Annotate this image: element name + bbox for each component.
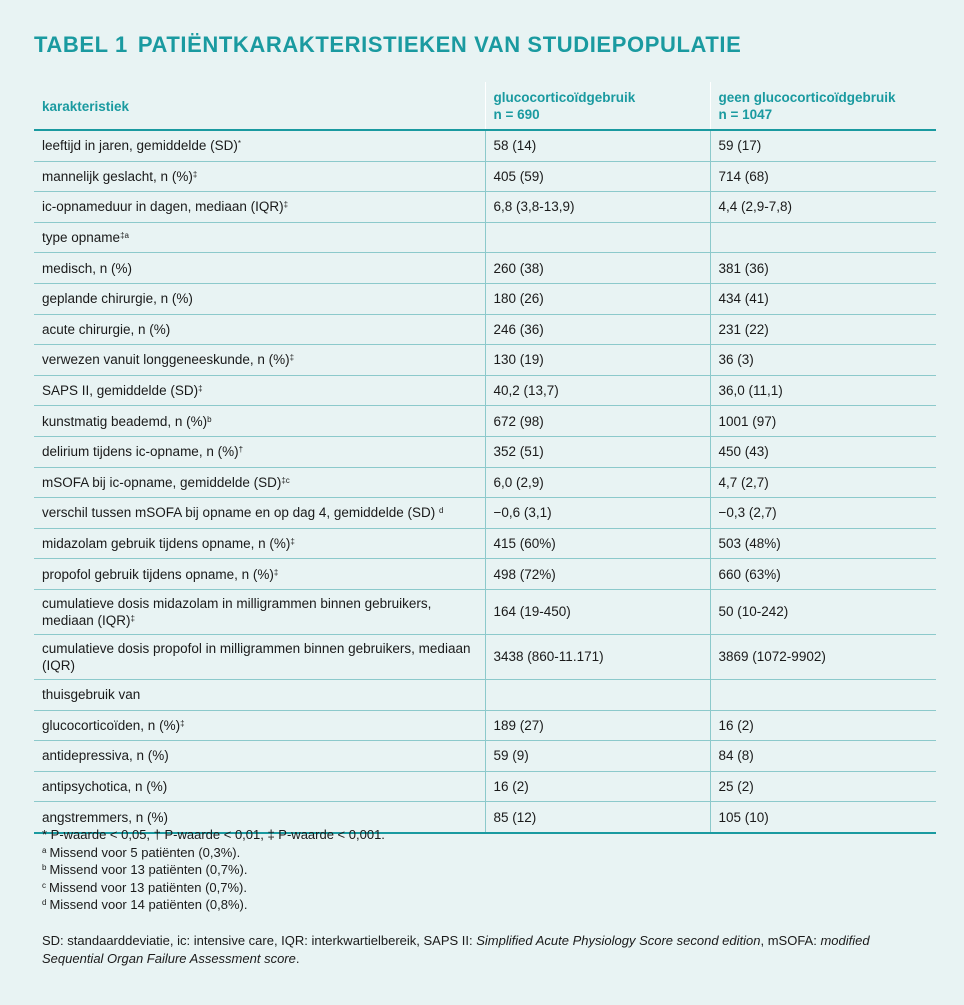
table-row: [34, 345, 936, 376]
table-row: [34, 467, 936, 498]
cell-glucocorticoid-use: 40,2 (13,7): [485, 375, 710, 406]
cell-glucocorticoid-use: 16 (2): [485, 771, 710, 802]
table-row: [34, 498, 936, 529]
row-label: SAPS II, gemiddelde (SD)‡: [34, 375, 485, 406]
row-label: antidepressiva, n (%): [34, 741, 485, 772]
header-characteristic: karakteristiek: [34, 82, 485, 130]
cell-glucocorticoid-use: 246 (36): [485, 314, 710, 345]
table-row: [34, 741, 936, 772]
table-row: [34, 634, 936, 679]
cell-glucocorticoid-use: 415 (60%): [485, 528, 710, 559]
cell-glucocorticoid-use: 130 (19): [485, 345, 710, 376]
table-row: [34, 559, 936, 590]
table-row: [34, 222, 936, 253]
cell-no-glucocorticoid-use: 36 (3): [710, 345, 936, 376]
table-row: [34, 679, 936, 710]
cell-glucocorticoid-use: 3438 (860-11.171): [485, 634, 710, 679]
cell-glucocorticoid-use: 189 (27): [485, 710, 710, 741]
cell-glucocorticoid-use: 85 (12): [485, 802, 710, 833]
cell-glucocorticoid-use: 405 (59): [485, 161, 710, 192]
table-title: [34, 32, 741, 58]
row-footnote-mark: ‡: [180, 718, 185, 728]
row-footnote-mark: ‡: [283, 200, 289, 210]
row-label: midazolam gebruik tijdens opname, n (%)‡: [34, 528, 485, 559]
row-label: acute chirurgie, n (%): [34, 314, 485, 345]
row-label: geplande chirurgie, n (%): [34, 283, 485, 314]
row-label: glucocorticoïden, n (%)‡: [34, 710, 485, 741]
cell-no-glucocorticoid-use: 105 (10): [710, 802, 936, 833]
row-label: antipsychotica, n (%): [34, 771, 485, 802]
missing-note-b: $^b$ Missend voor 13 patiënten (0,7%).: [42, 862, 248, 877]
cell-no-glucocorticoid-use: [710, 222, 936, 253]
row-label: medisch, n (%): [34, 253, 485, 284]
header-no-glucocorticoid-use: geen glucocorticoïdgebruik n = 1047: [710, 82, 936, 130]
table-row: [34, 283, 936, 314]
cell-no-glucocorticoid-use: 4,4 (2,9-7,8): [710, 192, 936, 223]
row-label: cumulatieve dosis midazolam in milligrammen binnen gebruikers, mediaan (IQR)‡: [34, 589, 485, 634]
row-label: delirium tijdens ic-opname, n (%)†: [34, 436, 485, 467]
missing-note-c: $^c$ Missend voor 13 patiënten (0,7%).: [42, 879, 247, 895]
cell-no-glucocorticoid-use: 660 (63%): [710, 559, 936, 590]
row-footnote-mark: †: [238, 445, 244, 455]
significance-note: * P-waarde < 0,05, † P-waarde < 0,01, ‡ P-waarde < 0,001.: [42, 827, 385, 842]
cell-no-glucocorticoid-use: 1001 (97): [710, 406, 936, 437]
table-title-text: PATIËNTKARAKTERISTIEKEN VAN STUDIEPOPULATIE: [137, 32, 742, 57]
cell-no-glucocorticoid-use: 16 (2): [710, 710, 936, 741]
missing-note-d: $^d$ Missend voor 14 patiënten (0,8%).: [42, 897, 248, 912]
cell-glucocorticoid-use: 352 (51): [485, 436, 710, 467]
table-row: [34, 771, 936, 802]
cell-glucocorticoid-use: 260 (38): [485, 253, 710, 284]
table-row: [34, 192, 936, 223]
table-header-row: [34, 82, 936, 130]
table-row: [34, 436, 936, 467]
cell-glucocorticoid-use: [485, 679, 710, 710]
table-row: [34, 710, 936, 741]
cell-no-glucocorticoid-use: 714 (68): [710, 161, 936, 192]
row-label: kunstmatig beademd, n (%)$^b$: [34, 406, 485, 437]
table-body: [34, 130, 936, 833]
cell-glucocorticoid-use: 498 (72%): [485, 559, 710, 590]
cell-no-glucocorticoid-use: 84 (8): [710, 741, 936, 772]
row-footnote-mark: ‡: [273, 567, 279, 577]
row-label: verwezen vanuit longgeneeskunde, n (%)‡: [34, 345, 485, 376]
table-row: [34, 130, 936, 161]
cell-glucocorticoid-use: 6,8 (3,8-13,9): [485, 192, 710, 223]
cell-no-glucocorticoid-use: −0,3 (2,7): [710, 498, 936, 529]
cell-glucocorticoid-use: 6,0 (2,9): [485, 467, 710, 498]
row-footnote-mark: ‡: [290, 537, 295, 547]
row-footnote-mark: ‡: [289, 353, 295, 363]
row-label: mannelijk geslacht, n (%)‡: [34, 161, 485, 192]
cell-no-glucocorticoid-use: 503 (48%): [710, 528, 936, 559]
row-footnote-mark: d: [438, 506, 444, 516]
cell-glucocorticoid-use: 58 (14): [485, 130, 710, 161]
cell-no-glucocorticoid-use: 4,7 (2,7): [710, 467, 936, 498]
cell-glucocorticoid-use: 164 (19-450): [485, 589, 710, 634]
row-label: leeftijd in jaren, gemiddelde (SD)*: [34, 130, 485, 161]
row-label: cumulatieve dosis propofol in milligrammen binnen gebruikers, mediaan (IQR): [34, 634, 485, 679]
cell-no-glucocorticoid-use: 434 (41): [710, 283, 936, 314]
row-footnote-mark: *: [237, 139, 241, 149]
patient-characteristics-table: [34, 82, 936, 834]
cell-glucocorticoid-use: −0,6 (3,1): [485, 498, 710, 529]
cell-no-glucocorticoid-use: 59 (17): [710, 130, 936, 161]
table-row: [34, 314, 936, 345]
table-row: [34, 406, 936, 437]
footnotes: [42, 826, 922, 968]
cell-no-glucocorticoid-use: 231 (22): [710, 314, 936, 345]
row-footnote-mark: ‡c: [281, 475, 290, 485]
cell-no-glucocorticoid-use: 25 (2): [710, 771, 936, 802]
missing-note-a: $^a$ Missend voor 5 patiënten (0,3%).: [42, 844, 241, 860]
cell-glucocorticoid-use: 59 (9): [485, 741, 710, 772]
table-row: [34, 589, 936, 634]
row-footnote-mark: ‡a: [120, 231, 129, 241]
cell-glucocorticoid-use: 672 (98): [485, 406, 710, 437]
row-label: propofol gebruik tijdens opname, n (%)‡: [34, 559, 485, 590]
cell-no-glucocorticoid-use: 381 (36): [710, 253, 936, 284]
row-label: angstremmers, n (%): [34, 802, 485, 833]
header-glucocorticoid-use: glucocorticoïdgebruik n = 690: [485, 82, 710, 130]
cell-glucocorticoid-use: 180 (26): [485, 283, 710, 314]
cell-glucocorticoid-use: [485, 222, 710, 253]
row-footnote-mark: b: [207, 414, 212, 424]
row-label: type opname$^{\ddagger a}$: [34, 222, 485, 253]
row-label: ic-opnameduur in dagen, mediaan (IQR)‡: [34, 192, 485, 223]
row-label: mSOFA bij ic-opname, gemiddelde (SD)$^{\ddagger c}$: [34, 467, 485, 498]
row-footnote-mark: ‡: [192, 169, 198, 179]
cell-no-glucocorticoid-use: 450 (43): [710, 436, 936, 467]
table-number: TABEL 1: [34, 32, 128, 57]
row-label: verschil tussen mSOFA bij opname en op dag 4, gemiddelde (SD) $^d$: [34, 498, 485, 529]
table-row: [34, 528, 936, 559]
cell-no-glucocorticoid-use: 36,0 (11,1): [710, 375, 936, 406]
row-footnote-mark: ‡: [130, 613, 135, 623]
row-footnote-mark: ‡: [198, 384, 203, 394]
cell-no-glucocorticoid-use: [710, 679, 936, 710]
row-label: thuisgebruik van: [34, 679, 485, 710]
cell-no-glucocorticoid-use: 3869 (1072-9902): [710, 634, 936, 679]
cell-no-glucocorticoid-use: 50 (10-242): [710, 589, 936, 634]
table-row: [34, 253, 936, 284]
table-row: [34, 375, 936, 406]
table-row: [34, 161, 936, 192]
abbreviations-note: SD: standaarddeviatie, ic: intensive care, IQR: interkwartielbereik, SAPS II: Simplified Acute Physiology Score second edition, mSOFA: modified Sequential Organ Failure Assessment score.: [42, 932, 870, 966]
